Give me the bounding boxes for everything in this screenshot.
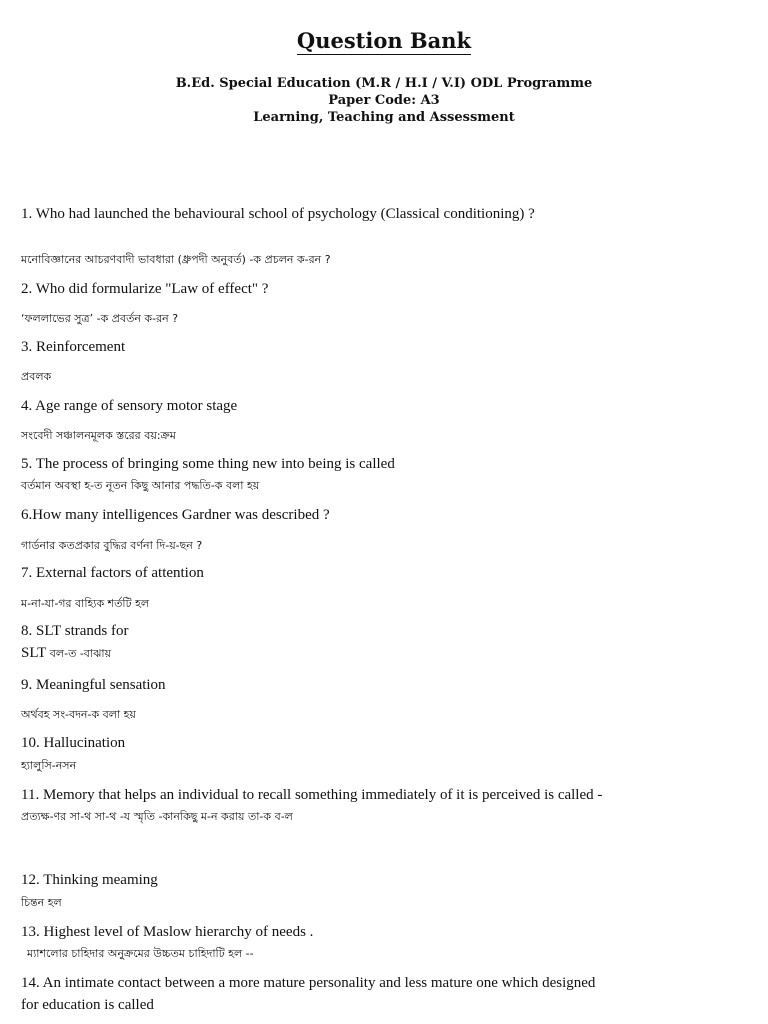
question-11: 11. Memory that helps an individual to recall something immediately of it is perceived is called -	[21, 787, 603, 803]
question-7: 7. External factors of attention	[21, 565, 204, 581]
title-text: Question Bank	[296, 28, 472, 53]
question-13-bengali: ম্যাশলোর চাহিদার অনুক্রমের উচ্চতম চাহিদাটি হল --	[27, 947, 254, 960]
paper-code-line: Paper Code: A3	[328, 93, 440, 108]
question-4-bengali: সংবেদী সঞ্চালনমূলক স্তরের বয়:ক্রম	[21, 429, 176, 442]
question-1: 1. Who had launched the behavioural school of psychology (Classical conditioning) ?	[21, 206, 535, 222]
question-12: 12. Thinking meaming	[21, 872, 158, 888]
question-5-bengali: বর্তমান অবস্থা হ-ত নূতন কিছু আনার পদ্ধতি-ক বলা হয়	[21, 479, 260, 492]
question-8-bengali-text: বল-ত -বাঝায়	[49, 647, 112, 660]
question-8: 8. SLT strands for	[21, 623, 129, 639]
question-13: 13. Highest level of Maslow hierarchy of needs .	[21, 924, 314, 940]
question-10: 10. Hallucination	[21, 735, 126, 751]
question-14: 14. An intimate contact between a more mature personality and less mature one which designed	[21, 975, 596, 991]
question-3: 3. Reinforcement	[21, 339, 126, 355]
question-8-bengali	[21, 645, 111, 664]
question-7-bengali: ম-না-যা-গর বাহ্যিক শর্তটি হল	[21, 597, 150, 610]
question-1-bengali: মনোবিজ্ঞানের আচরণবাদী ভাবধারা (ধ্রুপদী অনুবর্ত) -ক প্রচলন ক-রন ?	[21, 253, 331, 266]
question-3-bengali: প্রবলক	[21, 370, 52, 383]
question-10-bengali: হ্যালুসি-নসন	[21, 759, 77, 772]
question-6: 6.How many intelligences Gardner was described ?	[21, 507, 330, 523]
question-4: 4. Age range of sensory motor stage	[21, 398, 238, 414]
question-5: 5. The process of bringing some thing new into being is called	[21, 456, 395, 472]
question-8-slt: SLT	[21, 645, 47, 661]
question-12-bengali: চিন্তন হল	[21, 896, 62, 909]
paper-title-line: Learning, Teaching and Assessment	[253, 110, 515, 125]
question-9-bengali: অর্থবহ সং-বদন-ক বলা হয়	[21, 708, 136, 721]
question-2: 2. Who did formularize "Law of effect" ?	[21, 281, 269, 297]
question-14-continued: for education is called	[21, 997, 154, 1013]
programme-line: B.Ed. Special Education (M.R / H.I / V.I) ODL Programme	[175, 76, 593, 91]
question-9: 9. Meaningful sensation	[21, 677, 166, 693]
question-11-bengali: প্রত্যক্ষ-ণর সা-থ সা-থ -য স্মৃতি -কানকিছু ম-ন করায় তা-ক ব-ল	[21, 810, 293, 823]
question-2-bengali: ‘ফললাভের সুত্র’ -ক প্রবর্তন ক-রন ?	[21, 312, 179, 325]
document-title	[0, 28, 768, 53]
question-6-bengali: গার্ডনার কতপ্রকার বুদ্ধির বর্ণনা দি-য়-ছন ?	[21, 539, 203, 552]
